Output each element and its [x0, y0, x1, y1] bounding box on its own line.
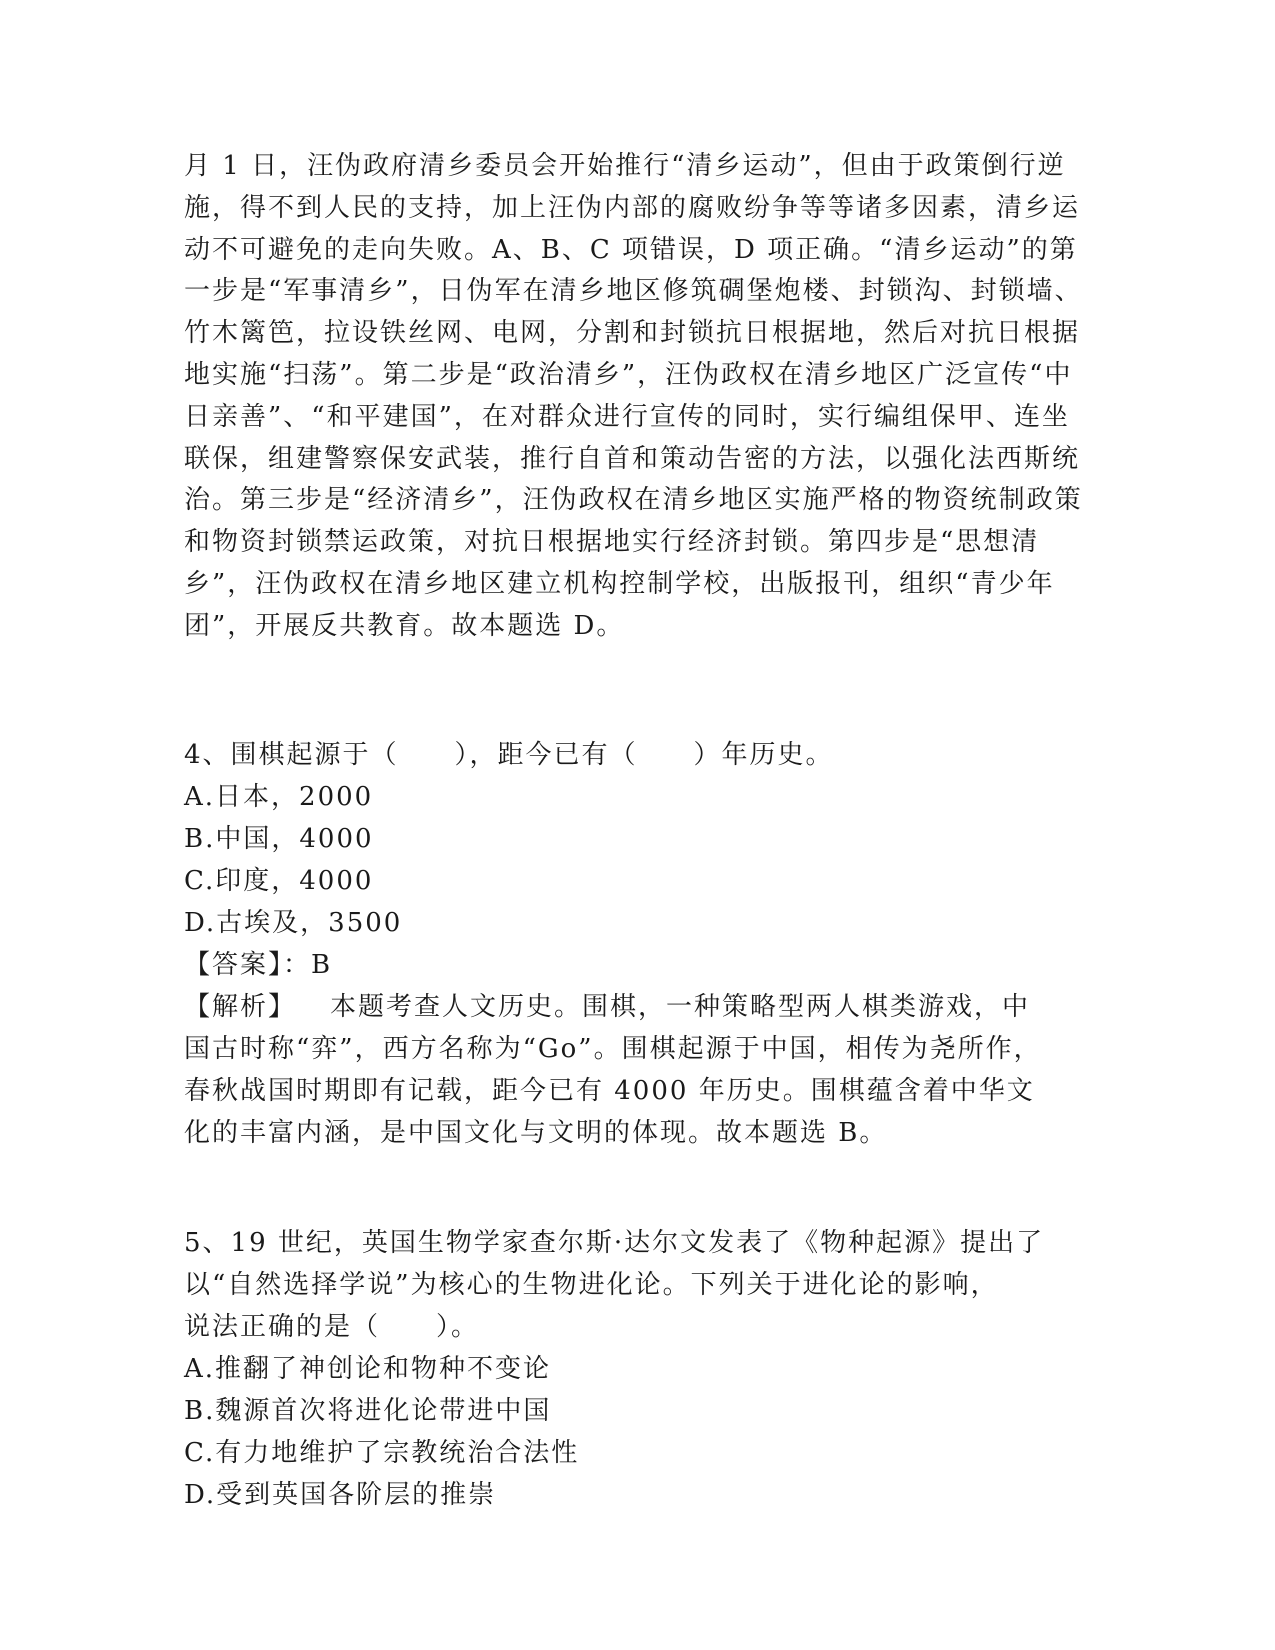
question-5-option-b: B.魏源首次将进化论带进中国	[184, 1396, 552, 1426]
question-4	[184, 734, 1084, 1154]
question-5-stem-line-2: 以“自然选择学说”为核心的生物进化论。下列关于进化论的影响，	[184, 1270, 999, 1300]
answer-label: 【答案】：	[184, 950, 312, 980]
question-5-option-c: C.有力地维护了宗教统治合法性	[184, 1438, 580, 1468]
question-5	[184, 1222, 1084, 1516]
answer-value: B	[311, 950, 333, 980]
question-5-option-d: D.受到英国各阶层的推崇	[184, 1480, 497, 1510]
question-4-answer	[184, 944, 1084, 986]
question-4-option-b: B.中国，4000	[184, 824, 374, 854]
analysis-text: 本题考查人文历史。围棋，一种策略型两人棋类游戏，中国古时称“弈”，西方名称为“Go”。围棋起源于中国，相传为尧所作，春秋战国时期即有记载，距今已有 4000 年历史。围棋蕴含着中华文化的丰富内涵，是中国文化与文明的体现。故本题选 B。	[184, 992, 1042, 1148]
question-4-stem: 4、围棋起源于（ ），距今已有（ ）年历史。	[184, 740, 834, 770]
question-5-stem-line-3: 说法正确的是（ ）。	[184, 1312, 480, 1342]
question-4-option-d: D.古埃及，3500	[184, 908, 403, 938]
question-4-analysis	[184, 986, 1044, 1154]
question-5-option-a: A.推翻了神创论和物种不变论	[184, 1354, 552, 1384]
analysis-label: 【解析】	[184, 992, 297, 1022]
continued-analysis-paragraph: 月 1 日，汪伪政府清乡委员会开始推行“清乡运动”，但由于政策倒行逆施，得不到人民的支持，加上汪伪内部的腐败纷争等等诸多因素，清乡运动不可避免的走向失败。A、B、C 项错误，D 项正确。“清乡运动”的第一步是“军事清乡”，日伪军在清乡地区修筑碉堡炮楼、封锁沟、封锁墙、竹木篱笆，拉设铁丝网、电网，分割和封锁抗日根据地，然后对抗日根据地实施“扫荡”。第二步是“政治清乡”，汪伪政权在清乡地区广泛宣传“中日亲善”、“和平建国”，在对群众进行宣传的同时，实行编组保甲、连坐联保，组建警察保安武装，推行自首和策动告密的方法，以强化法西斯统治。第三步是“经济清乡”，汪伪政权在清乡地区实施严格的物资统制政策和物资封锁禁运政策，对抗日根据地实行经济封锁。第四步是“思想清乡”，汪伪政权在清乡地区建立机构控制学校，出版报刊，组织“青少年团”，开展反共教育。故本题选 D。	[184, 151, 1083, 641]
question-5-stem-line-1: 5、19 世纪，英国生物学家查尔斯·达尔文发表了《物种起源》提出了	[184, 1228, 1045, 1258]
question-4-option-c: C.印度，4000	[184, 866, 374, 896]
question-4-option-a: A.日本，2000	[184, 782, 374, 812]
